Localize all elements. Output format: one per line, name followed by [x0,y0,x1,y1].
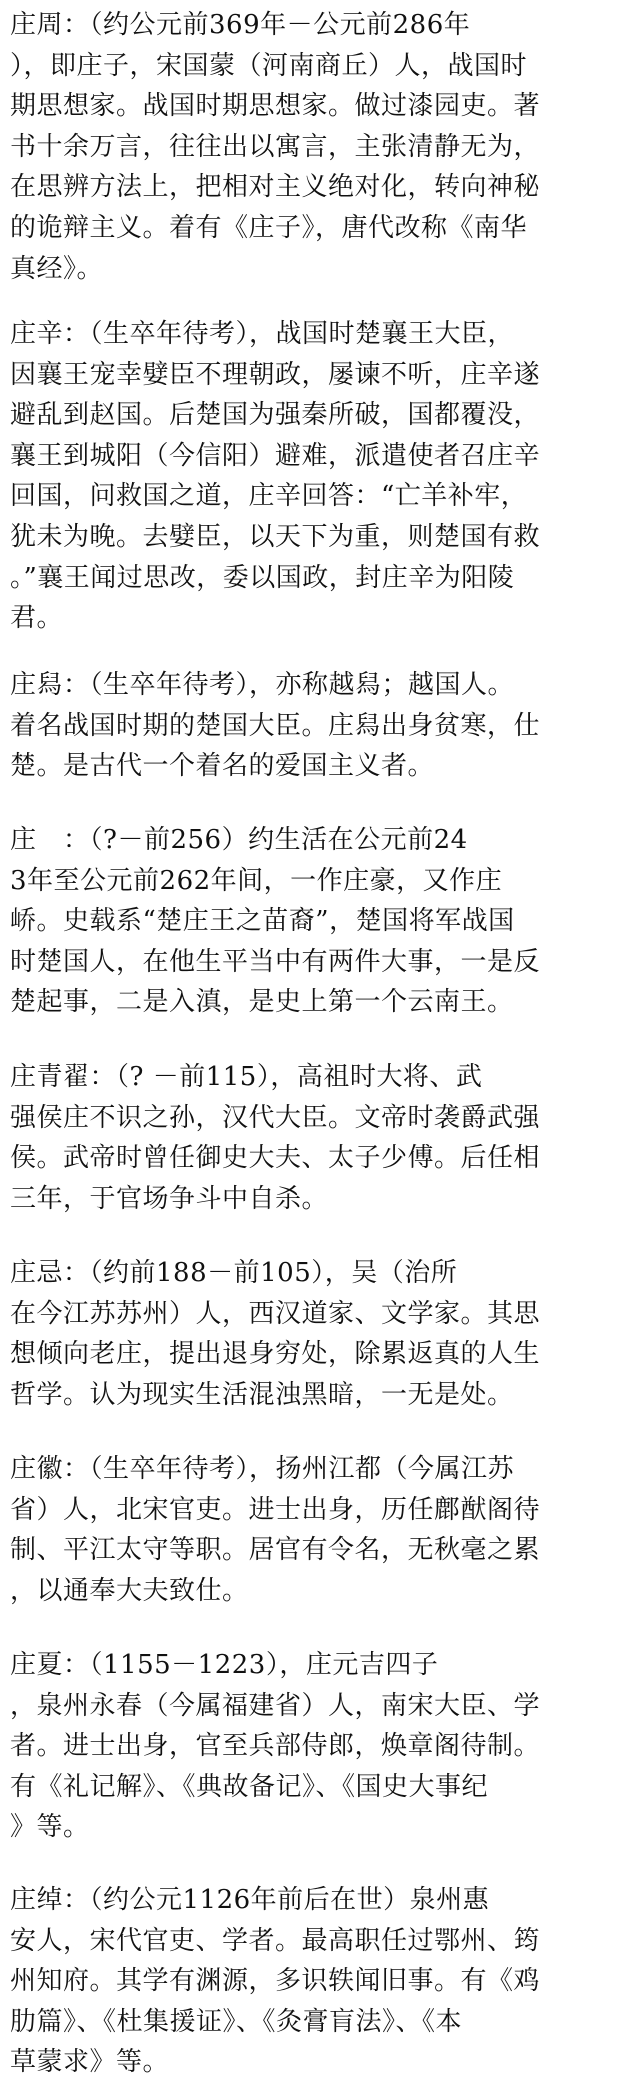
text-line: 峤。史载系“楚庄王之苗裔”，楚国将军战国 [10,906,515,937]
text-line: 君。 [10,603,64,634]
text-line: 肋篇》、《杜集援证》、《灸膏肓法》、《本 [10,2006,463,2037]
entry-zhuang-xi [10,665,632,787]
text-line: 庄绰：（约公元1126年前后在世）泉州惠 [10,1885,490,1915]
entry-zhuang-qiao [10,820,632,1023]
text-line: 庄 ：（?－前256）约生活在公元前24 [10,825,468,855]
text-line: 安人，宋代官吏、学者。最高职任过鄂州、筠 [10,1925,541,1956]
text-line: 省）人，北宋官吏。进士出身，历任鄜猷阁待 [10,1494,541,1525]
text-line: 避乱到赵国。后楚国为强秦所破，国都覆没， [10,400,541,431]
text-line: 草蒙求》等。 [10,2047,170,2077]
text-line: 庄夏：（1155－1223），庄元吉四子 [10,1650,439,1680]
entry-zhuang-xin [10,314,632,639]
text-line: 楚起事，二是入滇，是史上第一个云南王。 [10,987,514,1018]
text-line: 3年至公元前262年间，一作庄豪，又作庄 [10,865,503,896]
text-line: 》等。 [10,1812,90,1843]
text-line: 制、平江太守等职。居官有令名，无秋毫之累 [10,1535,541,1566]
entry-zhuang-zhou [10,5,632,289]
entry-zhuang-hui [10,1449,632,1611]
text-line: 襄王到城阳（今信阳）避难，派遣使者召庄辛 [10,440,541,471]
text-line: 庄周：（约公元前369年－公元前286年 [10,10,471,40]
text-line: 的诡辩主义。着有《庄子》，唐代改称《南华 [10,212,528,243]
text-line: 。”襄王闻过思改，委以国政，封庄辛为阳陵 [10,562,515,593]
text-line: 书十余万言，往往出以寓言，主张清静无为， [10,131,541,162]
text-line: 犹未为晚。去嬖臣，以天下为重，则楚国有救 [10,521,541,552]
entry-zhuang-qingdi [10,1057,632,1219]
text-line: 庄青翟：（? －前115），高祖时大将、武 [10,1062,483,1092]
text-line: 庄徽：（生卒年待考），扬州江都（今属江苏 [10,1454,515,1484]
text-line: 因襄王宠幸嬖臣不理朝政，屡谏不听，庄辛遂 [10,359,541,390]
text-line: 三年，于官场争斗中自杀。 [10,1183,329,1214]
text-line: 回国，问救国之道，庄辛回答：“亡羊补牢， [10,481,528,512]
text-line: ，以通奉大夫致仕。 [10,1575,249,1606]
entry-zhuang-ji [10,1253,632,1415]
text-line: 哲学。认为现实生活混浊黑暗，一无是处。 [10,1379,514,1410]
text-line: ），即庄子，宋国蒙（河南商丘）人，战国时 [10,50,528,81]
text-line: 期思想家。战国时期思想家。做过漆园吏。著 [10,91,541,122]
text-line: 强侯庄不识之孙，汉代大臣。文帝时袭爵武强 [10,1102,541,1133]
text-line: 庄辛：（生卒年待考），战国时楚襄王大臣， [10,319,515,349]
text-line: 真经》。 [10,253,104,284]
text-line: 者。进士出身，官至兵部侍郎，焕章阁待制。 [10,1731,541,1762]
text-line: ，泉州永春（今属福建省）人，南宋大臣、学 [10,1690,541,1721]
text-line: 州知府。其学有渊源，多识轶闻旧事。有《鸡 [10,1966,541,1997]
text-line: 侯。武帝时曾任御史大夫、太子少傅。后任相 [10,1143,541,1174]
text-line: 庄忌：（约前188－前105），吴（治所 [10,1258,458,1288]
text-line: 想倾向老庄，提出退身穷处，除累返真的人生 [10,1339,541,1370]
text-line: 楚。是古代一个着名的爱国主义者。 [10,751,435,782]
text-line: 着名战国时期的楚国大臣。庄舄出身贫寒，仕 [10,710,541,741]
text-line: 在今江苏苏州）人，西汉道家、文学家。其思 [10,1298,541,1329]
text-line: 有《礼记解》、《典故备记》、《国史大事纪 [10,1771,489,1802]
text-line: 时楚国人，在他生平当中有两件大事，一是反 [10,946,541,977]
entry-zhuang-xia [10,1645,632,1848]
text-line: 庄舄：（生卒年待考），亦称越舄；越国人。 [10,670,515,700]
entry-zhuang-chuo [10,1880,632,2077]
text-line: 在思辨方法上，把相对主义绝对化，转向神秘 [10,172,541,203]
